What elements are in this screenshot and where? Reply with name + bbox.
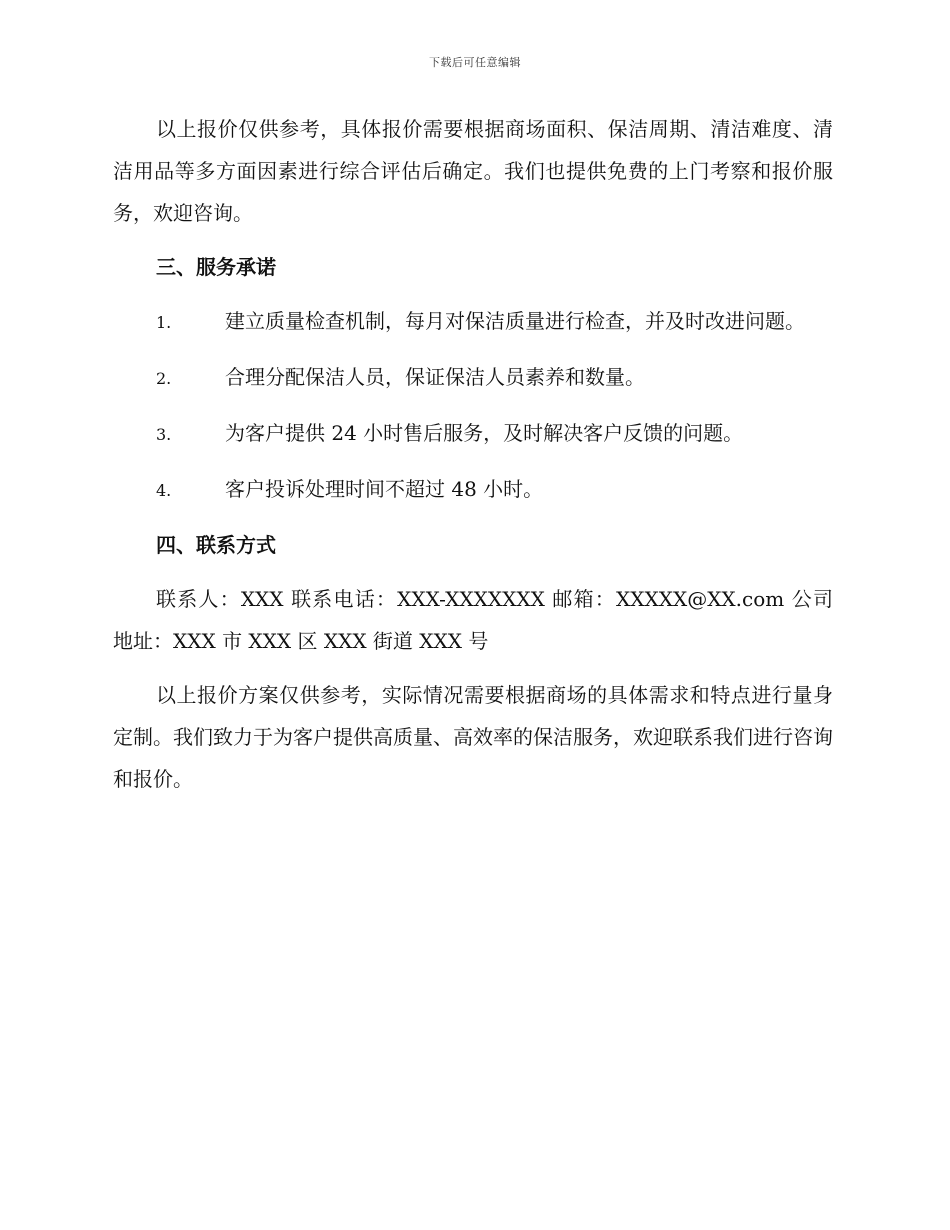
list-item-text: 建立质量检查机制，每月对保洁质量进行检查，并及时改进问题。	[225, 309, 805, 333]
closing-paragraph: 以上报价方案仅供参考，实际情况需要根据商场的具体需求和特点进行量身定制。我们致力于为客户提供高质量、高效率的保洁服务，欢迎联系我们进行咨询和报价。	[113, 683, 833, 791]
section-title-contact: 四、联系方式	[156, 533, 276, 557]
list-item	[113, 468, 833, 512]
list-item-text: 客户投诉处理时间不超过 48 小时。	[225, 477, 544, 501]
list-item-number: 1.	[156, 313, 172, 332]
list-item-number: 4.	[156, 481, 172, 500]
list-item-number: 2.	[156, 369, 172, 388]
header-note: 下载后可任意编辑	[429, 56, 521, 69]
contact-paragraph: 联系人：XXX 联系电话：XXX-XXXXXXX 邮箱：XXXXX@XX.com 公司地址：XXX 市 XXX 区 XXX 街道 XXX 号	[113, 587, 833, 653]
list-item	[113, 412, 833, 456]
list-item	[113, 356, 833, 400]
document-body	[113, 108, 833, 812]
section-title-commitment: 三、服务承诺	[156, 255, 276, 279]
list-item-text: 合理分配保洁人员，保证保洁人员素养和数量。	[225, 365, 645, 389]
intro-paragraph: 以上报价仅供参考，具体报价需要根据商场面积、保洁周期、清洁难度、清洁用品等多方面因素进行综合评估后确定。我们也提供免费的上门考察和报价服务，欢迎咨询。	[113, 117, 833, 225]
list-item-number: 3.	[156, 425, 172, 444]
list-item	[113, 300, 833, 344]
list-item-text: 为客户提供 24 小时售后服务，及时解决客户反馈的问题。	[225, 421, 744, 445]
